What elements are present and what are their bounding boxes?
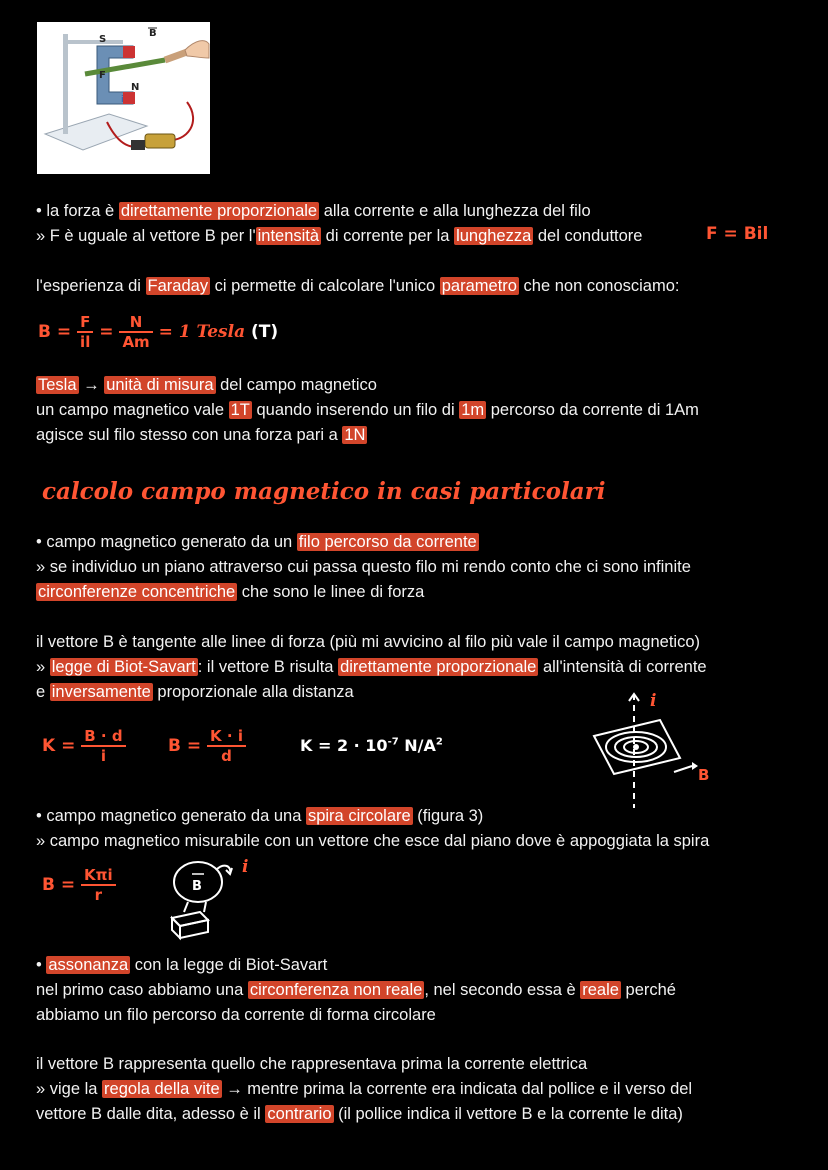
label-n: N — [131, 82, 140, 93]
k-formula — [42, 724, 126, 768]
text-line — [36, 200, 591, 222]
text-line: il vettore B rappresenta quello che rappresentava prima la corrente elettrica — [36, 1055, 588, 1073]
numerator: B · d — [81, 727, 125, 747]
fig3-label-i: i — [242, 857, 249, 877]
highlight: legge di Biot-Savart — [51, 658, 196, 676]
highlight: intensità — [257, 227, 320, 245]
highlight: regola della vite — [104, 1080, 220, 1098]
text-line — [36, 531, 479, 553]
fraction-ki-d — [207, 727, 246, 765]
highlight: 1N — [344, 426, 366, 444]
formula-b: B = — [42, 875, 76, 895]
text-line — [36, 954, 327, 976]
text: agisce sul filo stesso con una forza pari a — [36, 426, 343, 444]
text-line — [36, 656, 707, 678]
highlight: Faraday — [147, 277, 209, 295]
highlight: assonanza — [48, 956, 129, 974]
text: che sono le linee di forza — [237, 583, 425, 601]
text: percorso da corrente di 1Am — [486, 401, 699, 419]
formula-b: B = — [38, 322, 72, 342]
numerator: N — [119, 313, 152, 333]
text: alla corrente e alla lunghezza del filo — [319, 202, 591, 220]
text: → — [78, 376, 105, 394]
section-title: calcolo campo magnetico in casi particolari — [42, 478, 606, 505]
k-constant — [300, 736, 443, 755]
highlight: lunghezza — [456, 227, 532, 245]
label-i: i — [121, 95, 124, 105]
text: • — [36, 956, 47, 974]
text: » F è uguale al vettore B per l' — [36, 227, 256, 245]
text: • campo magnetico generato da una — [36, 807, 306, 825]
text: → mentre prima la corrente era indicata dal pollice e il verso del — [221, 1080, 693, 1098]
highlight: Tesla — [38, 376, 77, 394]
tesla-unit: (T) — [251, 322, 279, 342]
text: , nel secondo essa è — [424, 981, 581, 999]
k-exponent: -7 — [387, 736, 399, 748]
text-line — [36, 399, 699, 421]
fraction-f-il — [77, 313, 93, 351]
spira-figure — [162, 852, 262, 942]
label-s: S — [99, 34, 107, 45]
numerator: K · i — [207, 727, 246, 747]
fig2-label-i: i — [650, 691, 657, 711]
text: » — [36, 658, 50, 676]
text: di corrente per la — [321, 227, 455, 245]
text-line — [36, 424, 367, 446]
text: del campo magnetico — [215, 376, 377, 394]
text-line — [36, 275, 679, 297]
formula-b: B = — [168, 736, 202, 756]
text-line — [36, 225, 642, 247]
text-line — [36, 1103, 683, 1125]
fig3-label-b: B — [192, 879, 202, 894]
faraday-apparatus-illustration — [37, 22, 210, 174]
text: un campo magnetico vale — [36, 401, 229, 419]
text-line — [36, 979, 676, 1001]
label-b: B — [149, 28, 157, 39]
fraction-n-am — [119, 313, 152, 351]
highlight: parametro — [441, 277, 517, 295]
text-line: il vettore B è tangente alle linee di forza (più mi avvicino al filo più vale il campo magnetico) — [36, 633, 701, 651]
text: nel primo caso abbiamo una — [36, 981, 248, 999]
denominator: i — [100, 747, 106, 765]
highlight: contrario — [267, 1105, 332, 1123]
text-line — [36, 374, 377, 396]
fig2-label-b: B — [698, 766, 710, 784]
spira-formula — [42, 862, 116, 908]
fraction-bd-i — [81, 727, 125, 765]
text-line — [36, 581, 424, 603]
force-formula: F = Bil — [706, 224, 769, 244]
fraction-kpi-r — [81, 866, 116, 904]
text: all'intensità di corrente — [538, 658, 707, 676]
text: perché — [620, 981, 676, 999]
text: con la legge di Biot-Savart — [130, 956, 328, 974]
highlight: unità di misura — [106, 376, 214, 394]
text-line: abbiamo un filo percorso da corrente di forma circolare — [36, 1006, 436, 1024]
denominator: d — [221, 747, 232, 765]
tesla-formula — [38, 312, 278, 352]
numerator: F — [77, 313, 93, 333]
text-line: » se individuo un piano attraverso cui passa questo filo mi rendo conto che ci sono infinite — [36, 558, 691, 576]
highlight: filo percorso da corrente — [298, 533, 477, 551]
numerator: Kπi — [81, 866, 116, 886]
tesla-result: = 1 Tesla — [158, 322, 246, 342]
highlight: direttamente proporzionale — [120, 202, 318, 220]
text: ci permette di calcolare l'unico — [210, 277, 440, 295]
text: che non conosciamo: — [518, 277, 680, 295]
text: » vige la — [36, 1080, 103, 1098]
highlight: reale — [582, 981, 619, 999]
denominator: r — [94, 886, 103, 904]
denominator: il — [80, 333, 91, 351]
highlight: 1m — [461, 401, 485, 419]
text-line — [36, 805, 483, 827]
text: (figura 3) — [412, 807, 484, 825]
k-value: K = 2 · 10 — [300, 736, 388, 755]
k-unit: N/A — [398, 736, 436, 755]
text-line: » campo magnetico misurabile con un vettore che esce dal piano dove è appoggiata la spira — [36, 832, 710, 850]
text: proporzionale alla distanza — [152, 683, 354, 701]
text: • campo magnetico generato da un — [36, 533, 297, 551]
highlight: 1T — [230, 401, 250, 419]
text: del conduttore — [533, 227, 643, 245]
highlight: circonferenze concentriche — [38, 583, 236, 601]
label-f: F — [99, 70, 106, 81]
equals: = — [99, 322, 114, 342]
text: (il pollice indica il vettore B e la corrente le dita) — [333, 1105, 683, 1123]
text: e — [36, 683, 50, 701]
text: l'esperienza di — [36, 277, 146, 295]
text: quando inserendo un filo di — [251, 401, 460, 419]
highlight: circonferenza non reale — [249, 981, 423, 999]
k-unit-exponent: 2 — [435, 736, 443, 748]
highlight: direttamente proporzionale — [340, 658, 537, 676]
highlight: inversamente — [51, 683, 151, 701]
text: vettore B dalle dita, adesso è il — [36, 1105, 266, 1123]
field-lines-figure — [580, 688, 720, 812]
text-line — [36, 681, 354, 703]
denominator: Am — [122, 333, 150, 351]
text-line — [36, 1078, 692, 1100]
text: : il vettore B risulta — [197, 658, 339, 676]
b-formula — [168, 724, 246, 768]
highlight: spira circolare — [307, 807, 411, 825]
faraday-experiment-figure — [37, 22, 210, 174]
formula-k: K = — [42, 736, 76, 756]
text: • la forza è — [36, 202, 119, 220]
